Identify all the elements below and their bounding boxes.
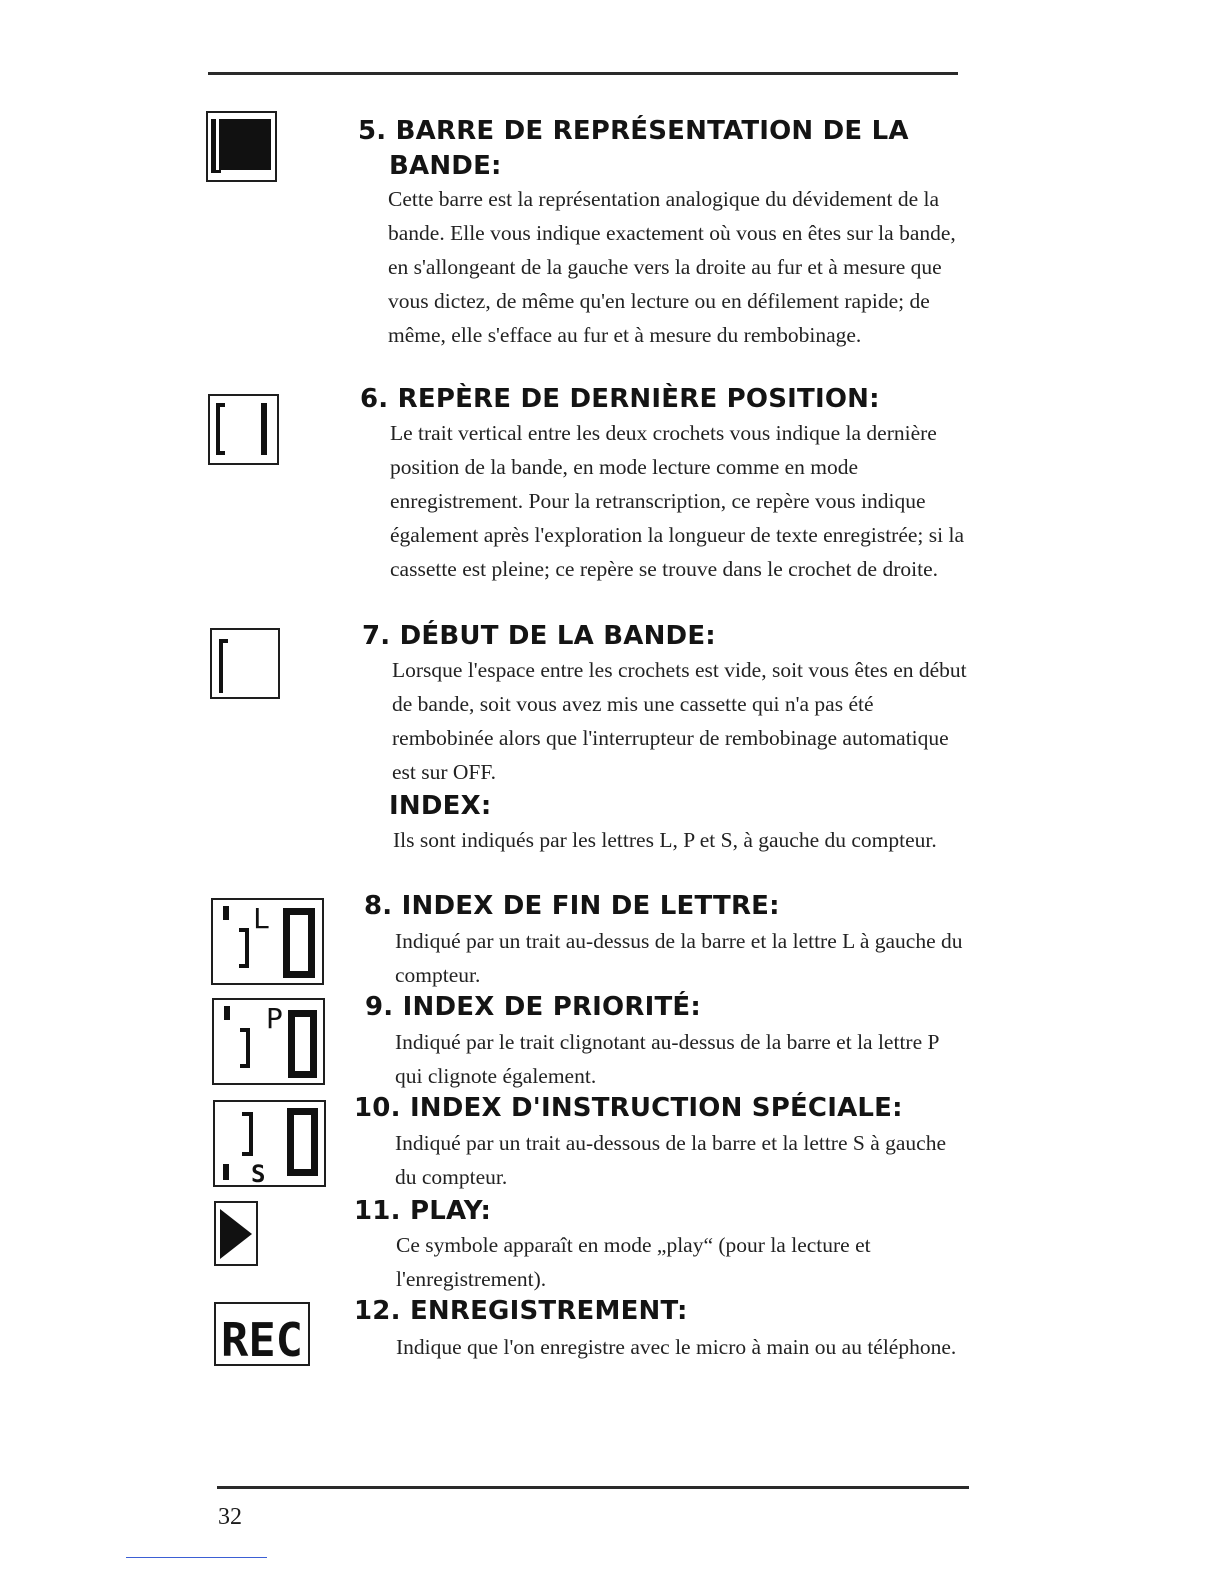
index-title: INDEX: bbox=[389, 791, 492, 821]
section-12-title: ENREGISTREMENT: bbox=[409, 1296, 688, 1326]
section-8-number: 8. bbox=[364, 891, 393, 921]
section-6-body: Le trait vertical entre les deux crochets vous indique la dernière position de la bande, en mode lecture comme en mode enregistrement. Pour la retranscription, ce repère vous indique également après l'exploration la longueur de texte enregistrée; si la cassette est pleine; ce repère se trouve dans le crochet de droite. bbox=[390, 421, 964, 581]
section-10-body: Indiqué par un trait au-dessous de la barre et la lettre S à gauche du compteur. bbox=[395, 1131, 947, 1189]
end-of-letter-index-icon bbox=[211, 898, 324, 985]
section-7-number: 7. bbox=[362, 621, 391, 651]
section-12-body: Indique que l'on enregistre avec le micro à main ou au téléphone. bbox=[396, 1335, 957, 1359]
section-11-heading bbox=[354, 1194, 491, 1228]
page-number: 32 bbox=[218, 1504, 242, 1530]
section-7-title: DÉBUT DE LA BANDE: bbox=[399, 621, 716, 651]
top-rule bbox=[208, 72, 958, 75]
section-5-title-line2: BANDE: bbox=[389, 151, 502, 181]
section-12-heading bbox=[354, 1294, 688, 1328]
section-10-heading bbox=[354, 1091, 903, 1125]
section-9-heading bbox=[365, 990, 701, 1024]
link-underline bbox=[126, 1557, 267, 1558]
special-instruction-letter: S bbox=[251, 1160, 266, 1185]
section-9-title: INDEX DE PRIORITÉ: bbox=[402, 992, 701, 1022]
section-6-number: 6. bbox=[360, 384, 389, 414]
section-12-number: 12. bbox=[354, 1296, 401, 1326]
section-9-number: 9. bbox=[365, 992, 394, 1022]
section-6-heading bbox=[360, 382, 880, 416]
section-9-body: Indiqué par le trait clignotant au-dessus de la barre et la lettre P qui clignote également. bbox=[395, 1030, 939, 1088]
section-6-title: REPÈRE DE DERNIÈRE POSITION: bbox=[397, 384, 880, 414]
section-5-heading-line2 bbox=[389, 149, 502, 183]
section-10-title: INDEX D'INSTRUCTION SPÉCIALE: bbox=[409, 1093, 903, 1123]
last-position-marker-icon bbox=[208, 394, 279, 465]
section-11-title: PLAY: bbox=[409, 1196, 492, 1226]
section-7-heading bbox=[362, 619, 716, 653]
section-7-body: Lorsque l'espace entre les crochets est vide, soit vous êtes en début de bande, soit vous avez mis une cassette qui n'a pas été rembobinée alors que l'interrupteur de rembobinage automatique est sur OFF. bbox=[392, 658, 967, 784]
priority-letter: P bbox=[266, 1002, 283, 1035]
play-icon bbox=[214, 1201, 258, 1266]
section-5-number: 5. bbox=[358, 116, 387, 146]
section-11-body: Ce symbole apparaît en mode „play“ (pour la lecture et l'enregistrement). bbox=[396, 1233, 871, 1291]
section-8-heading bbox=[364, 889, 780, 923]
section-8-title: INDEX DE FIN DE LETTRE: bbox=[401, 891, 780, 921]
rec-icon bbox=[214, 1302, 310, 1366]
section-5-title-line1: BARRE DE REPRÉSENTATION DE LA bbox=[395, 116, 909, 146]
bottom-rule bbox=[217, 1486, 969, 1489]
section-5-heading bbox=[358, 114, 909, 148]
index-heading bbox=[389, 789, 491, 823]
tape-bar-icon bbox=[206, 111, 277, 182]
section-11-number: 11. bbox=[354, 1196, 401, 1226]
section-5-body: Cette barre est la représentation analogique du dévidement de la bande. Elle vous indique exactement où vous en êtes sur la bande, en s'allongeant de la gauche vers la droite au fur et à mesure que vous dictez, de même qu'en lecture ou en défilement rapide; de même, elle s'efface au fur et à mesure du rembobinage. bbox=[388, 187, 956, 347]
section-10-number: 10. bbox=[354, 1093, 401, 1123]
section-8-body: Indiqué par un trait au-dessus de la barre et la lettre L à gauche du compteur. bbox=[395, 929, 963, 987]
rec-text: REC bbox=[221, 1313, 303, 1364]
priority-index-icon bbox=[212, 998, 325, 1085]
index-body: Ils sont indiqués par les lettres L, P et S, à gauche du compteur. bbox=[393, 828, 937, 852]
end-of-letter-letter: L bbox=[253, 902, 270, 935]
tape-start-bracket-icon bbox=[210, 628, 280, 699]
special-instruction-index-icon bbox=[213, 1100, 326, 1187]
